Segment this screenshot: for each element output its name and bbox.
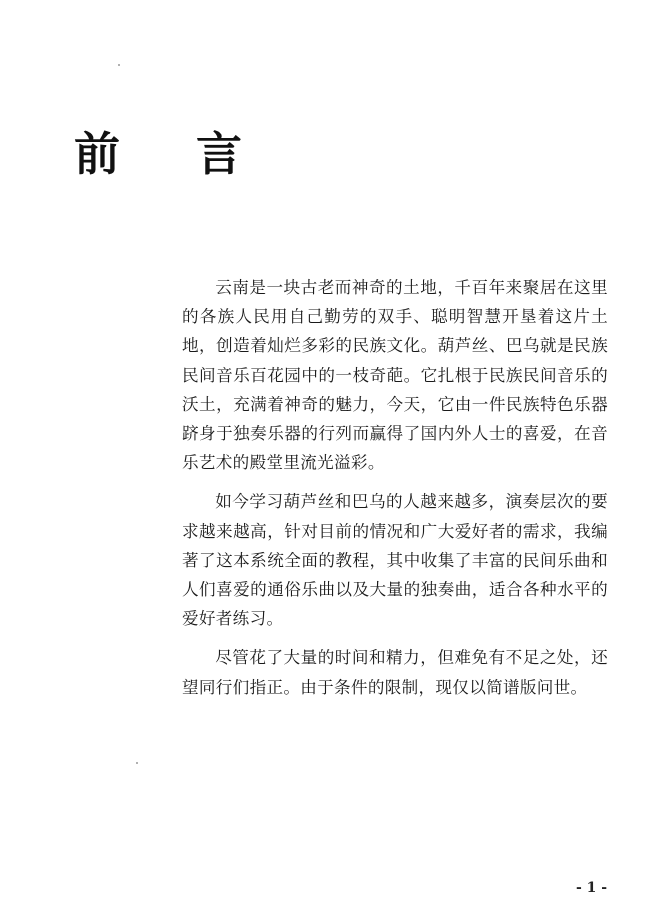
page-title: 前 言 [74,127,273,181]
paragraph: 尽管花了大量的时间和精力，但难免有不足之处，还望同行们指正。由于条件的限制，现仅以简谱版问世。 [182,648,608,697]
page-number: - 1 - [576,880,608,896]
scan-speck [136,762,138,764]
paragraph: 云南是一块古老而神奇的土地，千百年来聚居在这里的各族人民用自己勤劳的双手、聪明智慧开垦着这片土地，创造着灿烂多彩的民族文化。葫芦丝、巴乌就是民族民间音乐百花园中的一枝奇葩。它扎根于民族民间音乐的沃土，充满着神奇的魅力，今天，它由一件民族特色乐器跻身于独奏乐器的行列而赢得了国内外人士的喜爱，在音乐艺术的殿堂里流光溢彩。 [182,278,608,473]
scan-speck [118,64,120,66]
preface-body [182,273,608,712]
paragraph: 如今学习葫芦丝和巴乌的人越来越多，演奏层次的要求越来越高，针对目前的情况和广大爱好者的需求，我编著了这本系统全面的教程，其中收集了丰富的民间乐曲和人们喜爱的通俗乐曲以及大量的独奏曲，适合各种水平的爱好者练习。 [182,492,608,629]
